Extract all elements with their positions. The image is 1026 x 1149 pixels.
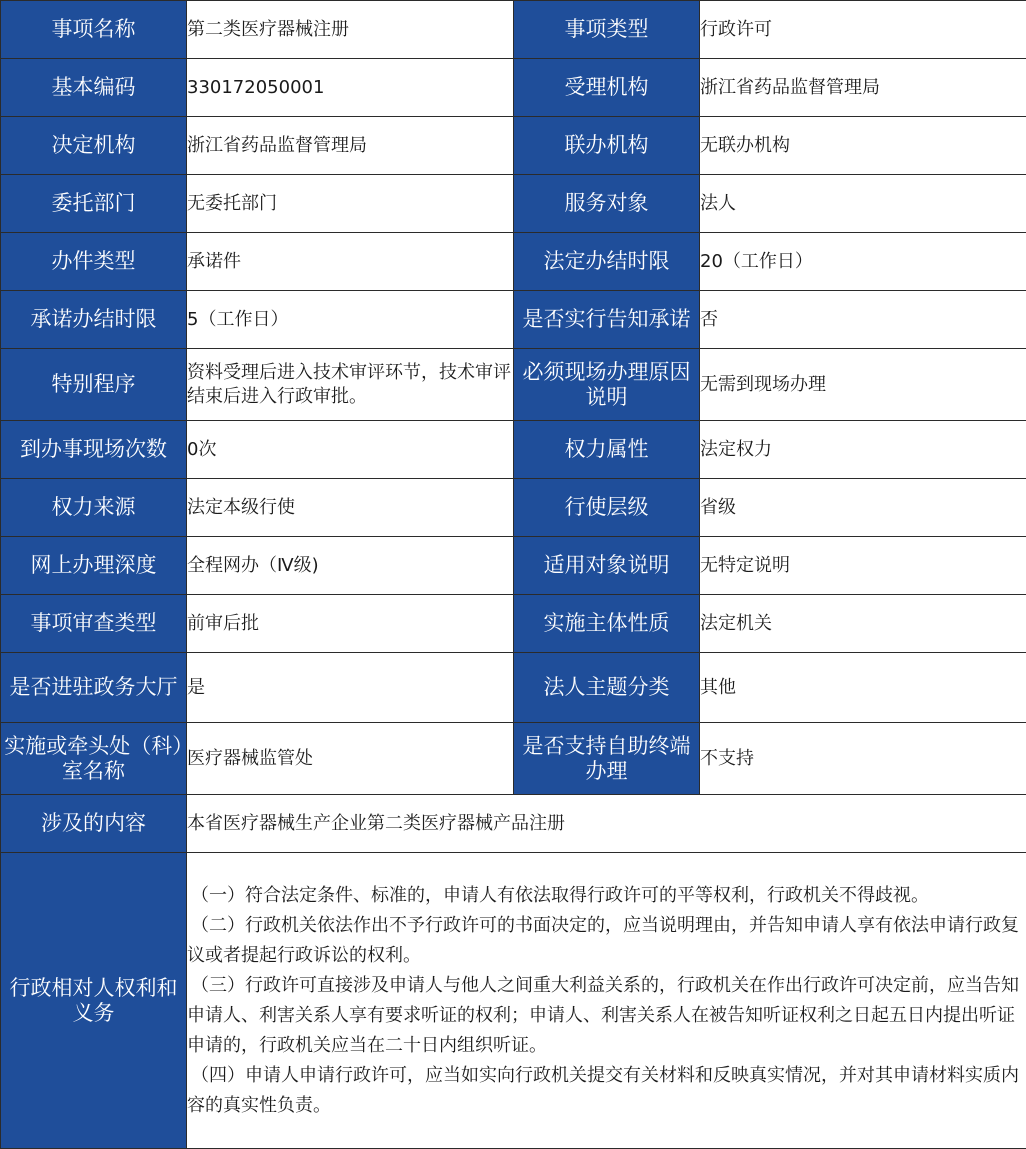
content-value: 本省医疗器械生产企业第二类医疗器械产品注册 xyxy=(187,795,1026,853)
applicable-target-value: 无特定说明 xyxy=(700,537,1026,595)
special-procedure-label: 特别程序 xyxy=(1,349,187,421)
item-type-label: 事项类型 xyxy=(514,1,700,59)
table-row xyxy=(1,1,1026,59)
self-service-terminal-label: 是否支持自助终端办理 xyxy=(514,723,700,795)
entrusted-dept-value: 无委托部门 xyxy=(187,175,514,233)
rights-paragraph-1: （一）符合法定条件、标准的，申请人有依法取得行政许可的平等权利，行政机关不得歧视。 xyxy=(191,884,929,906)
accepting-agency-value: 浙江省药品监督管理局 xyxy=(700,59,1026,117)
joint-agency-value: 无联办机构 xyxy=(700,117,1026,175)
rights-paragraph-4: （四）申请人申请行政许可，应当如实向行政机关提交有关材料和反映真实情况，并对其申请材料实质内容的真实性负责。 xyxy=(187,1064,1019,1116)
legal-person-theme-value: 其他 xyxy=(700,653,1026,723)
case-type-value: 承诺件 xyxy=(187,233,514,291)
online-depth-label: 网上办理深度 xyxy=(1,537,187,595)
rights-obligations-value xyxy=(187,853,1026,1149)
deciding-agency-value: 浙江省药品监督管理局 xyxy=(187,117,514,175)
item-name-value: 第二类医疗器械注册 xyxy=(187,1,514,59)
basic-code-value: 330172050001 xyxy=(187,59,514,117)
self-service-terminal-value: 不支持 xyxy=(700,723,1026,795)
joint-agency-label: 联办机构 xyxy=(514,117,700,175)
onsite-visits-value: 0次 xyxy=(187,421,514,479)
onsite-reason-label: 必须现场办理原因说明 xyxy=(514,349,700,421)
table-row xyxy=(1,595,1026,653)
review-type-value: 前审后批 xyxy=(187,595,514,653)
rights-paragraph-2: （二）行政机关依法作出不予行政许可的书面决定的，应当说明理由，并告知申请人享有依法申请行政复议或者提起行政诉讼的权利。 xyxy=(187,914,1019,966)
table-row xyxy=(1,117,1026,175)
exercise-level-label: 行使层级 xyxy=(514,479,700,537)
exercise-level-value: 省级 xyxy=(700,479,1026,537)
content-label: 涉及的内容 xyxy=(1,795,187,853)
service-target-value: 法人 xyxy=(700,175,1026,233)
item-name-label: 事项名称 xyxy=(1,1,187,59)
lead-office-label: 实施或牵头处（科）室名称 xyxy=(1,723,187,795)
table-row xyxy=(1,175,1026,233)
table-row xyxy=(1,653,1026,723)
table-row xyxy=(1,537,1026,595)
notification-commitment-label: 是否实行告知承诺 xyxy=(514,291,700,349)
power-source-value: 法定本级行使 xyxy=(187,479,514,537)
rights-paragraph-3: （三）行政许可直接涉及申请人与他人之间重大利益关系的，行政机关在作出行政许可决定前，应当告知申请人、利害关系人享有要求听证的权利；申请人、利害关系人在被告知听证权利之日起五日内提出听证申请的，行政机关应当在二十日内组织听证。 xyxy=(187,974,1019,1056)
power-source-label: 权力来源 xyxy=(1,479,187,537)
promised-time-limit-value: 5（工作日） xyxy=(187,291,514,349)
online-depth-value: 全程网办（Ⅳ级) xyxy=(187,537,514,595)
table-row xyxy=(1,479,1026,537)
notification-commitment-value: 否 xyxy=(700,291,1026,349)
table-row xyxy=(1,349,1026,421)
power-attribute-value: 法定权力 xyxy=(700,421,1026,479)
service-hall-value: 是 xyxy=(187,653,514,723)
case-type-label: 办件类型 xyxy=(1,233,187,291)
accepting-agency-label: 受理机构 xyxy=(514,59,700,117)
implementer-nature-label: 实施主体性质 xyxy=(514,595,700,653)
table-row xyxy=(1,291,1026,349)
table-row xyxy=(1,421,1026,479)
implementer-nature-value: 法定机关 xyxy=(700,595,1026,653)
item-type-value: 行政许可 xyxy=(700,1,1026,59)
power-attribute-label: 权力属性 xyxy=(514,421,700,479)
entrusted-dept-label: 委托部门 xyxy=(1,175,187,233)
table-row xyxy=(1,723,1026,795)
service-target-label: 服务对象 xyxy=(514,175,700,233)
promised-time-limit-label: 承诺办结时限 xyxy=(1,291,187,349)
applicable-target-label: 适用对象说明 xyxy=(514,537,700,595)
special-procedure-value: 资料受理后进入技术审评环节，技术审评结束后进入行政审批。 xyxy=(187,349,514,421)
table-row xyxy=(1,795,1026,853)
legal-time-limit-value: 20（工作日） xyxy=(700,233,1026,291)
legal-time-limit-label: 法定办结时限 xyxy=(514,233,700,291)
table-row xyxy=(1,59,1026,117)
onsite-visits-label: 到办事现场次数 xyxy=(1,421,187,479)
review-type-label: 事项审查类型 xyxy=(1,595,187,653)
table-row xyxy=(1,853,1026,1149)
rights-obligations-label: 行政相对人权利和义务 xyxy=(1,853,187,1149)
deciding-agency-label: 决定机构 xyxy=(1,117,187,175)
onsite-reason-value: 无需到现场办理 xyxy=(700,349,1026,421)
table-row xyxy=(1,233,1026,291)
service-hall-label: 是否进驻政务大厅 xyxy=(1,653,187,723)
legal-person-theme-label: 法人主题分类 xyxy=(514,653,700,723)
lead-office-value: 医疗器械监管处 xyxy=(187,723,514,795)
basic-code-label: 基本编码 xyxy=(1,59,187,117)
